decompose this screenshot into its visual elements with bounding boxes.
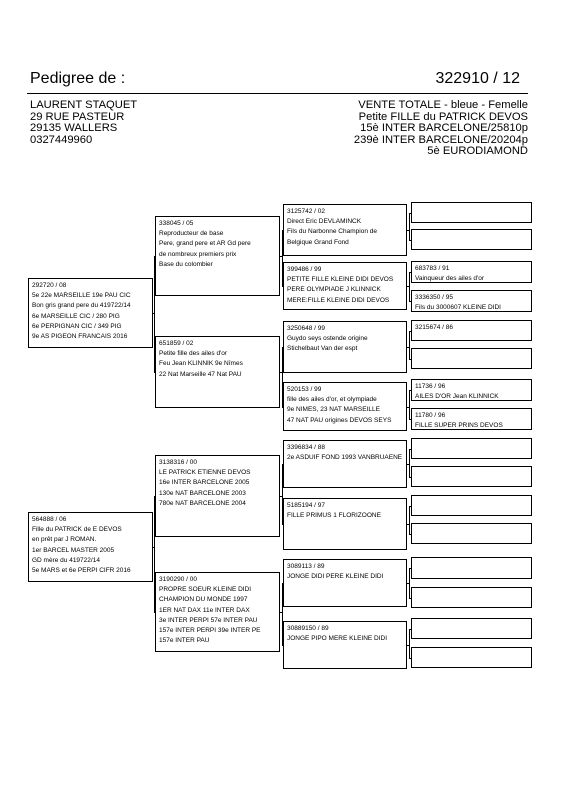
- connector-line: [409, 598, 411, 599]
- owner-street: 29 RUE PASTEUR: [30, 110, 125, 123]
- ring-number-line: 11780 / 96: [415, 412, 446, 419]
- connector-line: [409, 568, 411, 569]
- ring-number-line: 3250648 / 99: [287, 325, 325, 332]
- pedigree-info-line: FILLE PRIMUS 1 FLORIZOONE: [287, 512, 381, 520]
- connector-line: [409, 213, 410, 241]
- ring-number-line: 3190290 / 00: [159, 576, 197, 583]
- owner-name: LAURENT STAQUET: [30, 99, 138, 111]
- sale-line: 5è EURODIAMOND: [427, 145, 528, 157]
- connector-line: [154, 372, 155, 373]
- connector-line: [282, 230, 283, 287]
- pedigree-info-line: PERE OLYMPIADE J KLINNICK: [287, 286, 381, 294]
- pedigree-info-line: PROPRE SOEUR KLEINE DIDI: [159, 586, 252, 594]
- connector-line: [409, 534, 411, 535]
- connector-line: [409, 629, 411, 630]
- connector-line: [409, 449, 411, 450]
- pedigree-info-line: Belgique Grand Fond: [287, 238, 349, 246]
- ring-number: 322910 / 12: [435, 70, 520, 87]
- connector-line: [282, 286, 283, 287]
- gen4-pigeon-box: [411, 557, 532, 579]
- pedigree-info-line: Vainqueur des ailes d'or: [415, 275, 485, 283]
- ring-number-line: 520153 / 99: [287, 386, 322, 393]
- gen4-pigeon-box: [411, 320, 532, 341]
- connector-line: [409, 568, 410, 599]
- gen3-pigeon-box: [283, 498, 407, 550]
- gen4-pigeon-box: [411, 466, 532, 487]
- pedigree-info-line: 157e INTER PAU: [159, 637, 210, 645]
- ring-number-line: 564888 / 06: [32, 516, 67, 523]
- ring-number-line: 30889150 / 89: [287, 625, 329, 632]
- gen3-pigeon-box: [283, 204, 407, 256]
- ring-number-line: 3138316 / 00: [159, 459, 197, 466]
- connector-line: [282, 230, 283, 231]
- pedigree-info-line: Stichelbaut Van der espt: [287, 345, 358, 353]
- pedigree-info-line: 2e ASDUIF FOND 1993 VANBRUAENE: [287, 454, 403, 462]
- pedigree-info-line: MERE:FILLE KLEINE DIDI DEVOS: [287, 296, 390, 304]
- connector-line: [409, 272, 410, 302]
- pedigree-info-line: Pere, grand pere et AR Gd pere: [159, 240, 251, 248]
- gen1-pigeon-box: [28, 512, 153, 582]
- owner-block: [30, 100, 137, 146]
- gen2-pigeon-box: [155, 216, 280, 296]
- ring-number-line: 3336350 / 95: [415, 294, 453, 301]
- gen4-pigeon-box: [411, 229, 532, 250]
- ring-number-line: 292720 / 08: [32, 282, 67, 289]
- pedigree-info-line: 3e INTER PERPI 57e INTER PAU: [159, 616, 258, 624]
- pedigree-info-line: 780e NAT BARCELONE 2004: [159, 499, 246, 507]
- pedigree-info-line: Fille du PATRICK de E DEVOS: [32, 526, 122, 534]
- pedigree-info-line: 157e INTER PERPI 39e INTER PE: [159, 627, 261, 635]
- pedigree-info-line: 6e MARSEILLE CIC / 280 PIG: [32, 312, 120, 320]
- gen3-pigeon-box: [283, 382, 407, 431]
- pedigree-info-line: Fils du Narbonne Champion de: [287, 228, 377, 236]
- pedigree-info-line: CHAMPION DU MONDE 1997: [159, 596, 248, 604]
- gen2-pigeon-box: [155, 455, 280, 537]
- pedigree-info-line: 1ER NAT DAX 11e INTER DAX: [159, 606, 250, 614]
- gen3-pigeon-box: [283, 621, 407, 669]
- connector-line: [282, 347, 283, 408]
- connector-line: [154, 256, 155, 373]
- gen4-pigeon-box: [411, 408, 532, 430]
- gen4-pigeon-box: [411, 202, 532, 223]
- pedigree-info-line: 9e AS PIGEON FRANCAIS 2016: [32, 333, 128, 341]
- pedigree-info-line: Guydo seys ostende origine: [287, 335, 368, 343]
- ring-number-line: 3396834 / 88: [287, 444, 325, 451]
- pedigree-info-line: Fils du 3000607 KLEINE DIDI: [415, 304, 501, 312]
- connector-line: [282, 645, 283, 646]
- connector-line: [409, 477, 411, 478]
- pedigree-info-line: Feu Jean KLINNIK 9e Nîmes: [159, 360, 243, 368]
- pedigree-info-line: 6e PERPIGNAN CIC / 349 PIG: [32, 322, 122, 330]
- pedigree-info-line: 22 Nat Marseille 47 Nat PAU: [159, 370, 242, 378]
- owner-city: 29135 WALLERS: [30, 122, 118, 134]
- pedigree-info-line: 16e INTER BARCELONE 2005: [159, 479, 250, 487]
- connector-line: [282, 464, 283, 465]
- connector-line: [282, 583, 283, 584]
- pedigree-info-line: en prêt par J ROMAN.: [32, 536, 97, 544]
- connector-line: [154, 496, 155, 613]
- gen4-pigeon-box: [411, 261, 532, 283]
- pedigree-info-line: PETITE FILLE KLEINE DIDI DEVOS: [287, 276, 394, 284]
- ring-number-line: 338045 / 05: [159, 220, 194, 227]
- pedigree-info-line: de nombreux premiers prix: [159, 250, 237, 258]
- connector-line: [154, 496, 155, 497]
- gen4-pigeon-box: [411, 379, 532, 401]
- pedigree-info-line: 47 NAT PAU origines DEVOS SEYS: [287, 416, 392, 424]
- pedigree-info-line: JONGE PIPO MERE KLEINE DIDI: [287, 635, 388, 643]
- connector-line: [154, 256, 155, 257]
- sale-line: 15è INTER BARCELONE/25810p: [360, 122, 528, 134]
- connector-line: [409, 390, 410, 420]
- connector-line: [409, 506, 411, 507]
- pedigree-info-line: Reproducteur de base: [159, 230, 224, 238]
- gen4-pigeon-box: [411, 348, 532, 369]
- ring-number-line: 683783 / 91: [415, 265, 450, 272]
- pedigree-info-line: Bon gris grand pere du 419722/14: [32, 302, 131, 310]
- pedigree-info-line: 130e NAT BARCELONE 2003: [159, 489, 246, 497]
- pedigree-info-line: Direct Eric DEVLAMINCK: [287, 218, 362, 226]
- gen2-pigeon-box: [155, 572, 280, 652]
- gen4-pigeon-box: [411, 495, 532, 516]
- connector-line: [409, 359, 411, 360]
- ring-number-line: 5185194 / 97: [287, 502, 325, 509]
- pedigree-info-line: 5e MARS et 6e PERPI CIFR 2016: [32, 567, 131, 575]
- ring-number-line: 3125742 / 02: [287, 208, 325, 215]
- header-divider: [27, 93, 528, 94]
- connector-line: [409, 301, 411, 302]
- pedigree-info-line: GD mère du 419722/14: [32, 556, 100, 564]
- connector-line: [409, 213, 411, 214]
- connector-line: [409, 629, 410, 659]
- gen4-pigeon-box: [411, 618, 532, 639]
- pedigree-info-line: 5e 22e MARSEILLE 19e PAU CIC: [32, 292, 131, 300]
- pedigree-info-line: FILLE SUPER PRINS DEVOS: [415, 422, 503, 430]
- pedigree-title: Pedigree de :: [30, 70, 126, 87]
- connector-line: [409, 658, 411, 659]
- ring-number-line: 11736 / 96: [415, 383, 446, 390]
- pedigree-info-line: fille des ailes d'or, et olympiade: [287, 396, 377, 404]
- gen4-pigeon-box: [411, 587, 532, 608]
- pedigree-info-line: 9e NIMES, 23 NAT MARSEILLE: [287, 406, 380, 414]
- ring-number-line: 651859 / 02: [159, 340, 194, 347]
- connector-line: [282, 347, 283, 348]
- connector-line: [409, 331, 411, 332]
- ring-number-line: 399486 / 99: [287, 266, 322, 273]
- connector-line: [409, 272, 411, 273]
- connector-line: [282, 407, 283, 408]
- gen4-pigeon-box: [411, 290, 532, 312]
- sale-block: [354, 100, 528, 158]
- pedigree-info-line: AILES D'OR Jean KLINNICK: [415, 393, 499, 401]
- connector-line: [409, 390, 411, 391]
- gen3-pigeon-box: [283, 321, 407, 373]
- ring-number-line: 3089113 / 89: [287, 563, 325, 570]
- connector-line: [282, 464, 283, 525]
- connector-line: [409, 240, 411, 241]
- ring-number-line: 3215674 / 86: [415, 324, 453, 331]
- connector-line: [282, 524, 283, 525]
- gen2-pigeon-box: [155, 336, 280, 408]
- sale-line: VENTE TOTALE - bleue - Femelle: [358, 99, 528, 111]
- connector-line: [154, 612, 155, 613]
- gen4-pigeon-box: [411, 523, 532, 544]
- gen4-pigeon-box: [411, 647, 532, 668]
- owner-phone: 0327449960: [30, 133, 93, 146]
- pedigree-info-line: Base du colombier: [159, 260, 213, 268]
- connector-line: [282, 583, 283, 646]
- gen3-pigeon-box: [283, 262, 407, 310]
- pedigree-info-line: JONGE DIDI PERE KLEINE DIDI: [287, 573, 384, 581]
- connector-line: [409, 331, 410, 360]
- pedigree-info-line: Petite fille des ailes d'or: [159, 350, 228, 358]
- pedigree-info-line: LE PATRICK ETIENNE DEVOS: [159, 469, 251, 477]
- sale-line: Petite FILLE du PATRICK DEVOS: [358, 110, 528, 123]
- connector-line: [409, 419, 411, 420]
- gen1-pigeon-box: [28, 278, 153, 348]
- connector-line: [409, 449, 410, 478]
- pedigree-info-line: 1er BARCEL MASTER 2005: [32, 546, 115, 554]
- gen3-pigeon-box: [283, 440, 407, 488]
- connector-line: [409, 506, 410, 535]
- gen3-pigeon-box: [283, 559, 407, 607]
- sale-line: 239è INTER BARCELONE/20204p: [353, 133, 528, 146]
- gen4-pigeon-box: [411, 438, 532, 459]
